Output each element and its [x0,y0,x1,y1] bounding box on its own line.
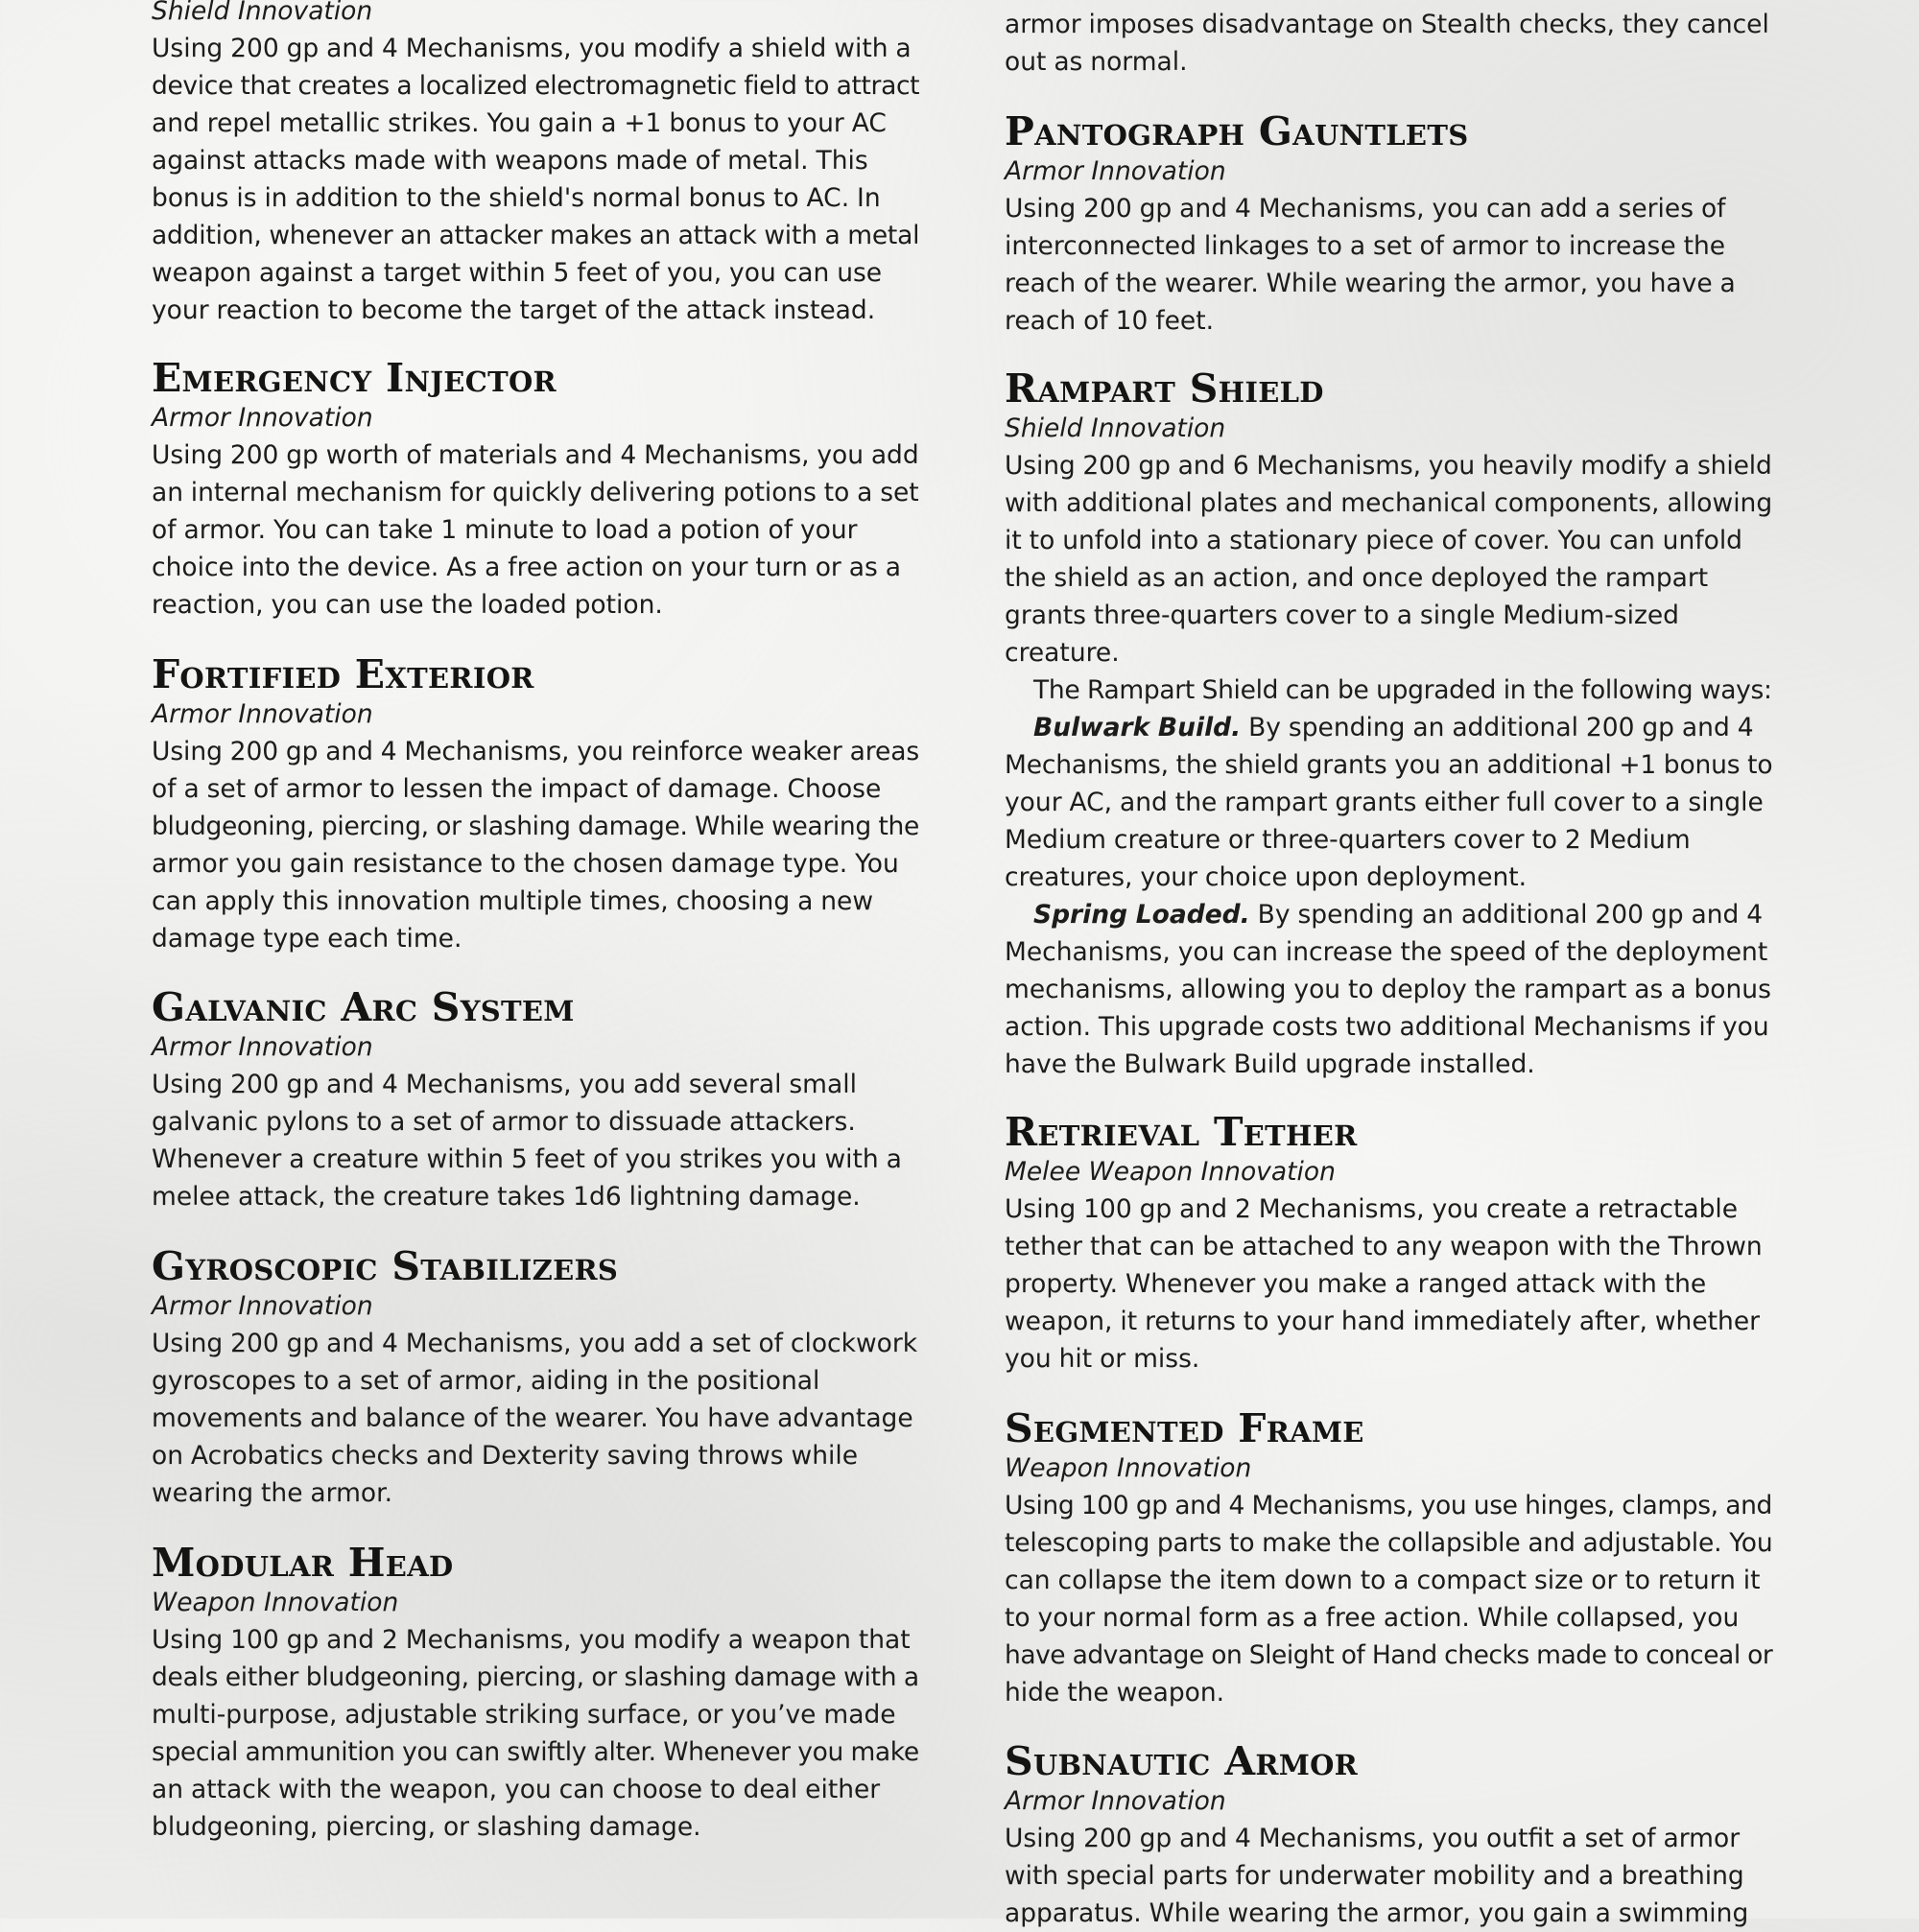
body-line: bludgeoning, piercing, or slashing damage. [152,1812,701,1842]
entry-body [152,30,919,329]
entry-heading: Rampart Shield [1005,365,1324,412]
body-line: galvanic pylons to a set of armor to dissuade attackers. [152,1107,856,1137]
entry-gyroscopic-stabilizers [152,1244,919,1512]
body-line: bludgeoning, piercing, or slashing damage. While wearing the [152,812,919,841]
body-line: with special parts for underwater mobility and a breathing [1005,1861,1744,1891]
body-line: damage type each time. [152,924,462,954]
body-line: Using 200 gp and 4 Mechanisms, you add several small [152,1070,857,1099]
entry-subtitle: Armor Innovation [152,403,373,433]
entry-body [152,1325,919,1512]
body-line: have advantage on Sleight of Hand checks made to conceal or [1005,1640,1773,1670]
body-line: special ammunition you can swiftly alter. Whenever you make [152,1737,919,1767]
body-line: Using 200 gp and 4 Mechanisms, you outfit a set of armor [1005,1824,1741,1853]
body-line: gyroscopes to a set of armor, aiding in the positional [152,1366,820,1396]
body-line: action. This upgrade costs two additional Mechanisms if you [1005,1012,1769,1042]
body-line: apparatus. While wearing the armor, you gain a swimming [1005,1898,1749,1928]
spring-loaded-line [1005,896,1772,933]
body-line: wearing the armor. [152,1478,393,1508]
entry-subtitle: Weapon Innovation [1005,1453,1252,1483]
body-line: creature. [1005,638,1120,668]
body-line: you hit or miss. [1005,1344,1200,1374]
body-line: can apply this innovation multiple times, choosing a new [152,886,874,916]
entry-subtitle: Shield Innovation [1005,413,1226,443]
body-line: of armor. You can take 1 minute to load a potion of your [152,515,858,545]
entry-heading: Segmented Frame [1005,1405,1364,1451]
shield-entry-partial [152,0,919,329]
body-line: Whenever a creature within 5 feet of you strikes you with a [152,1144,902,1174]
body-line: addition, whenever an attacker makes an attack with a metal [152,221,920,250]
body-line: reach of 10 feet. [1005,306,1215,336]
entry-heading: Galvanic Arc System [152,984,575,1030]
entry-subtitle: Armor Innovation [1005,1786,1226,1816]
entry-modular-head [152,1541,919,1846]
body-line: grants three-quarters cover to a single Medium-sized [1005,601,1679,630]
body-line: Using 200 gp and 4 Mechanisms, you reinforce weaker areas [152,737,920,766]
body-line: the shield as an action, and once deployed the rampart [1005,563,1709,593]
entry-subtitle: Armor Innovation [152,1032,373,1062]
body-line: Mechanisms, the shield grants you an additional +1 bonus to [1005,750,1773,780]
body-line: Using 200 gp and 4 Mechanisms, you add a set of clockwork [152,1329,918,1358]
upgrade-text: By spending an additional 200 gp and 4 [1241,713,1754,742]
upgrade-intro: The Rampart Shield can be upgraded in the following ways: [1033,675,1772,705]
body-line: of a set of armor to lessen the impact of damage. Choose [152,774,882,804]
body-line: interconnected linkages to a set of armor to increase the [1005,231,1726,261]
body-line: it to unfold into a stationary piece of cover. You can unfold [1005,526,1743,555]
body-line: armor you gain resistance to the chosen damage type. You [152,849,899,879]
body-line: armor imposes disadvantage on Stealth checks, they cancel [1005,10,1769,39]
entry-galvanic-arc-system [152,985,919,1215]
entry-subtitle: Melee Weapon Innovation [1005,1157,1336,1187]
body-line: Using 200 gp worth of materials and 4 Mechanisms, you add [152,440,919,470]
body-line: reaction, you can use the loaded potion. [152,590,663,620]
body-line: Using 100 gp and 2 Mechanisms, you create a retractable [1005,1194,1739,1224]
body-line: have the Bulwark Build upgrade installed. [1005,1049,1535,1079]
body-line: creatures, your choice upon deployment. [1005,862,1528,892]
body-line: an internal mechanism for quickly delivering potions to a set [152,478,919,507]
body-line: out as normal. [1005,47,1188,77]
entry-heading: Retrieval Tether [1005,1109,1358,1155]
bulwark-build-line [1005,709,1772,746]
body-line: weapon against a target within 5 feet of you, you can use [152,258,883,288]
entry-subnautic-armor [1005,1739,1772,1932]
body-line: bonus is in addition to the shield's normal bonus to AC. In [152,183,881,213]
upgrade-text: By spending an additional 200 gp and 4 [1249,900,1764,930]
body-line: Using 100 gp and 4 Mechanisms, you use hinges, clamps, and [1005,1491,1772,1520]
body-line: hide the weapon. [1005,1678,1225,1708]
entry-pantograph-gauntlets [1005,109,1772,340]
entry-heading: Modular Head [152,1540,454,1586]
body-line: against attacks made with weapons made of metal. This [152,146,868,176]
body-line: tether that can be attached to any weapon with the Thrown [1005,1232,1763,1261]
body-line: Using 200 gp and 4 Mechanisms, you modify a shield with a [152,34,912,63]
entry-heading: Emergency Injector [152,355,557,401]
body-line: multi-purpose, adjustable striking surface, or you’ve made [152,1700,896,1730]
body-line: to your normal form as a free action. While collapsed, you [1005,1603,1740,1633]
upgrade-label: Spring Loaded. [1033,900,1250,930]
entry-heading: Fortified Exterior [152,651,534,697]
body-line: Using 200 gp and 4 Mechanisms, you can add a series of [1005,194,1726,224]
entry-subtitle: Weapon Innovation [152,1588,399,1617]
entry-body [152,1621,919,1846]
body-line: telescoping parts to make the collapsible and adjustable. You [1005,1528,1773,1558]
entry-body [1005,6,1772,81]
entry-rampart-shield [1005,366,1772,1083]
armor-entry-partial [1005,6,1772,81]
entry-body [1005,447,1772,1083]
body-line: movements and balance of the wearer. You have advantage [152,1403,913,1433]
body-line: Using 200 gp and 6 Mechanisms, you heavily modify a shield [1005,451,1772,481]
body-line: can collapse the item down to a compact size or to return it [1005,1566,1761,1595]
entry-body [1005,190,1772,340]
body-line: mechanisms, allowing you to deploy the rampart as a bonus [1005,975,1771,1004]
body-line: an attack with the weapon, you can choose to deal either [152,1775,881,1804]
body-line: Medium creature or three-quarters cover to 2 Medium [1005,825,1691,855]
entry-fortified-exterior [152,652,919,957]
entry-subtitle: Armor Innovation [152,699,373,729]
entry-retrieval-tether [1005,1110,1772,1378]
entry-body [152,436,919,624]
body-line: weapon, it returns to your hand immediately after, whether [1005,1307,1761,1336]
entry-segmented-frame [1005,1406,1772,1711]
entry-emergency-injector [152,356,919,624]
entry-body [1005,1820,1772,1932]
body-line: reach of the wearer. While wearing the armor, you have a [1005,269,1736,298]
entry-body [152,1066,919,1215]
entry-heading: Subnautic Armor [1005,1738,1359,1784]
entry-subtitle: Armor Innovation [1005,156,1226,186]
entry-subtitle: Shield Innovation [152,0,373,26]
entry-heading: Gyroscopic Stabilizers [152,1243,619,1289]
body-line: deals either bludgeoning, piercing, or slashing damage with a [152,1662,919,1692]
body-line: and repel metallic strikes. You gain a +1 bonus to your AC [152,108,887,138]
body-line: device that creates a localized electromagnetic field to attract [152,71,920,101]
body-line: Mechanisms, you can increase the speed of the deployment [1005,937,1768,967]
body-line: on Acrobatics checks and Dexterity saving throws while [152,1441,859,1471]
entry-body [1005,1487,1772,1711]
body-line: choice into the device. As a free action on your turn or as a [152,553,901,582]
entry-body [152,733,919,957]
entry-heading: Pantograph Gauntlets [1005,108,1469,154]
upgrade-label: Bulwark Build. [1033,713,1242,742]
entry-body [1005,1190,1772,1378]
body-line: property. Whenever you make a ranged attack with the [1005,1269,1707,1299]
body-line: melee attack, the creature takes 1d6 lightning damage. [152,1182,861,1212]
body-line: with additional plates and mechanical components, allowing [1005,488,1773,518]
body-line: Using 100 gp and 2 Mechanisms, you modify a weapon that [152,1625,911,1655]
body-line: your AC, and the rampart grants either full cover to a single [1005,788,1764,817]
entry-subtitle: Armor Innovation [152,1291,373,1321]
body-line: your reaction to become the target of the attack instead. [152,295,876,325]
